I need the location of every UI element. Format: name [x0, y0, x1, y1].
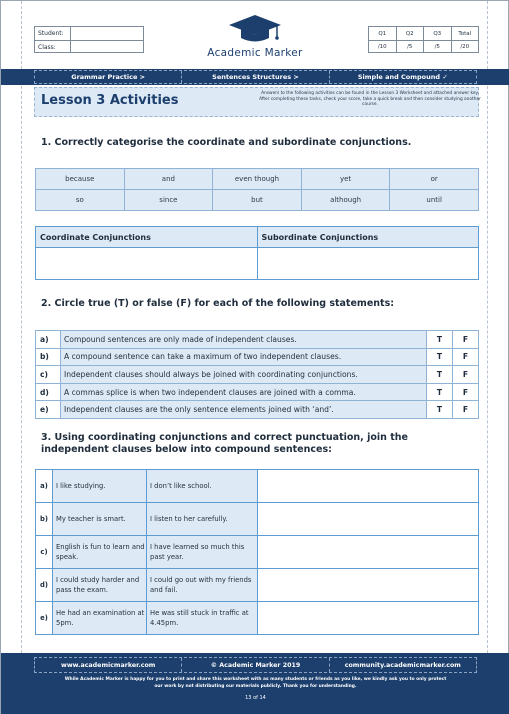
clause-2: He was still stuck in traffic at 4.45pm. [147, 602, 258, 635]
score-header-q2: Q2 [397, 27, 425, 40]
clause-row [36, 503, 479, 536]
breadcrumb-bar [1, 69, 509, 85]
clause-1: I like studying. [53, 470, 147, 503]
word-cell: or [390, 169, 479, 190]
score-total: /20 [460, 44, 470, 50]
score-header-q3: Q3 [424, 27, 452, 40]
false-option[interactable]: F [453, 366, 479, 384]
clause-row [36, 602, 479, 635]
word-cell: even though [213, 169, 302, 190]
graduation-cap-icon [227, 13, 283, 45]
row-letter: b) [36, 503, 53, 536]
true-option[interactable]: T [427, 401, 453, 419]
footer-disclaimer: While Academic Marker is happy for you to print and share this worksheet with as many students or friends as you like, we kindly ask you to only protect our work by not distributing our materials publicly. Thank you for understanding. [64, 677, 447, 689]
trim-line-right [487, 1, 488, 713]
word-cell: since [124, 190, 213, 211]
true-option[interactable]: T [427, 331, 453, 349]
word-cell: because [36, 169, 125, 190]
statement-text: A compound sentence can take a maximum of two independent clauses. [61, 348, 427, 366]
clause-2: I don’t like school. [147, 470, 258, 503]
clause-row [36, 536, 479, 569]
page-number: 13 of 14 [245, 695, 266, 701]
conjunction-category-table [35, 226, 479, 280]
word-row [36, 190, 479, 211]
clause-2: I have learned so much this past year. [147, 536, 258, 569]
logo-text: Academic Marker [207, 47, 303, 59]
student-info-box [34, 26, 144, 53]
statement-row [36, 401, 479, 419]
score-box [368, 26, 479, 53]
footer-community-link[interactable]: community.academicmarker.com [344, 661, 461, 669]
statement-row [36, 348, 479, 366]
row-letter: e) [36, 602, 53, 635]
academic-marker-logo [197, 13, 313, 63]
row-letter: a) [36, 470, 53, 503]
coordinate-answer-cell[interactable] [36, 248, 258, 280]
word-cell: and [124, 169, 213, 190]
student-name-field[interactable] [71, 27, 143, 40]
word-row [36, 169, 479, 190]
question-2-heading: 2. Circle true (T) or false (F) for each of the following statements: [41, 298, 395, 309]
statement-text: Independent clauses are the only sentence elements joined with ‘and’. [61, 401, 427, 419]
row-letter: c) [36, 366, 61, 384]
true-option[interactable]: T [427, 366, 453, 384]
score-q3: /5 [424, 41, 452, 53]
crumb-simple-compound[interactable]: Simple and Compound ✓ [357, 73, 448, 81]
clause-1: My teacher is smart. [53, 503, 147, 536]
trim-line-left [21, 1, 22, 713]
lesson-note: Answers to the following activities can be found in the Lesson 3 Worksheet and attached answer key. After completing these tasks, check your score, take a quick break and then consider studying another course. [259, 91, 481, 108]
word-cell: but [213, 190, 302, 211]
false-option[interactable]: F [453, 331, 479, 349]
class-label: Class: [35, 41, 71, 53]
row-letter: b) [36, 348, 61, 366]
answer-cell[interactable] [258, 602, 479, 635]
statement-text: Independent clauses should always be joined with coordinating conjunctions. [61, 366, 427, 384]
subordinate-answer-cell[interactable] [257, 248, 479, 280]
clause-2: I could go out with my friends and fail. [147, 569, 258, 602]
score-q1: /10 [369, 41, 397, 53]
answer-cell[interactable] [258, 569, 479, 602]
footer-website-link[interactable]: www.academicmarker.com [35, 658, 182, 672]
page-footer [1, 653, 509, 714]
row-letter: c) [36, 536, 53, 569]
row-letter: a) [36, 331, 61, 349]
question-3-heading: 3. Using coordinating conjunctions and correct punctuation, join the independent clauses below into compound sentences: [41, 432, 408, 455]
compound-sentence-table [35, 469, 479, 635]
true-option[interactable]: T [427, 348, 453, 366]
score-header-total: Total [458, 30, 472, 37]
true-option[interactable]: T [427, 383, 453, 401]
crumb-grammar-practice[interactable]: Grammar Practice > [35, 71, 182, 83]
answer-cell[interactable] [258, 503, 479, 536]
subordinate-header: Subordinate Conjunctions [257, 227, 479, 248]
conjunction-word-bank [35, 168, 479, 211]
question-1-heading: 1. Correctly categorise the coordinate and subordinate conjunctions. [41, 137, 412, 148]
statement-text: Compound sentences are only made of independent clauses. [61, 331, 427, 349]
word-cell: although [301, 190, 390, 211]
score-header-q1: Q1 [369, 27, 397, 40]
statement-row [36, 383, 479, 401]
student-label: Student: [35, 27, 71, 40]
statement-row [36, 366, 479, 384]
score-header-row [369, 27, 478, 40]
score-value-row [369, 40, 478, 53]
crumb-sentence-structures[interactable]: Sentences Structures > [182, 71, 329, 83]
statement-text: A commas splice is when two independent clauses are joined with a comma. [61, 383, 427, 401]
word-cell: so [36, 190, 125, 211]
answer-cell[interactable] [258, 470, 479, 503]
word-cell: yet [301, 169, 390, 190]
row-letter: d) [36, 569, 53, 602]
footer-copyright: © Academic Marker 2019 [182, 658, 329, 672]
clause-1: English is fun to learn and speak. [53, 536, 147, 569]
clause-row [36, 470, 479, 503]
statement-row [36, 331, 479, 349]
coordinate-header: Coordinate Conjunctions [36, 227, 258, 248]
false-option[interactable]: F [453, 383, 479, 401]
answer-cell[interactable] [258, 536, 479, 569]
clause-1: I could study harder and pass the exam. [53, 569, 147, 602]
score-q2: /5 [397, 41, 425, 53]
row-letter: d) [36, 383, 61, 401]
page-title: Lesson 3 Activities [41, 93, 179, 108]
word-cell: until [390, 190, 479, 211]
true-false-table [35, 330, 479, 419]
false-option[interactable]: F [453, 401, 479, 419]
clause-2: I listen to her carefully. [147, 503, 258, 536]
false-option[interactable]: F [453, 348, 479, 366]
row-letter: e) [36, 401, 61, 419]
class-field[interactable] [71, 41, 143, 53]
clause-1: He had an examination at 5pm. [53, 602, 147, 635]
clause-row [36, 569, 479, 602]
